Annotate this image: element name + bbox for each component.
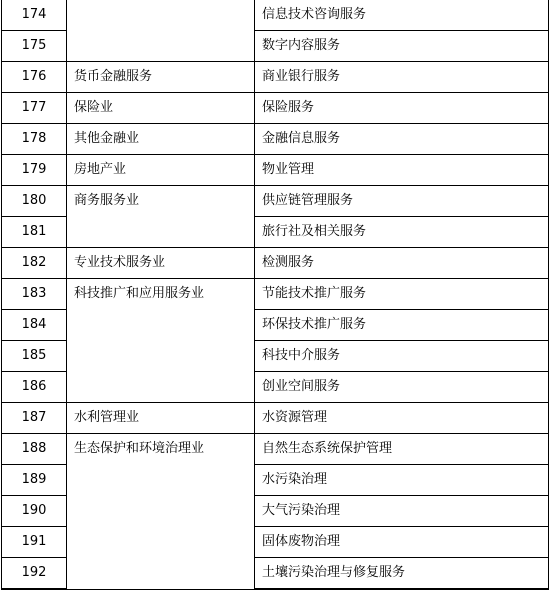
row-number: 185 <box>2 341 67 372</box>
row-number: 181 <box>2 217 67 248</box>
item-cell: 信息技术咨询服务 <box>255 0 549 31</box>
category-cell: 房地产业 <box>67 155 255 186</box>
item-cell: 水资源管理 <box>255 403 549 434</box>
item-cell: 大气污染治理 <box>255 496 549 527</box>
row-number: 187 <box>2 403 67 434</box>
item-cell: 金融信息服务 <box>255 124 549 155</box>
row-number: 179 <box>2 155 67 186</box>
row-number: 190 <box>2 496 67 527</box>
table-row <box>2 186 549 217</box>
row-number: 183 <box>2 279 67 310</box>
table-row <box>2 155 549 186</box>
item-cell: 环保技术推广服务 <box>255 310 549 341</box>
category-cell: 科技推广和应用服务业 <box>67 279 255 403</box>
item-cell: 数字内容服务 <box>255 31 549 62</box>
category-cell: 其他金融业 <box>67 124 255 155</box>
item-cell: 土壤污染治理与修复服务 <box>255 558 549 590</box>
table-row <box>2 434 549 465</box>
item-cell: 创业空间服务 <box>255 372 549 403</box>
category-cell: 保险业 <box>67 93 255 124</box>
row-number: 180 <box>2 186 67 217</box>
item-cell: 旅行社及相关服务 <box>255 217 549 248</box>
item-cell: 水污染治理 <box>255 465 549 496</box>
item-cell: 节能技术推广服务 <box>255 279 549 310</box>
table-row <box>2 403 549 434</box>
category-cell <box>67 0 255 62</box>
row-number: 178 <box>2 124 67 155</box>
row-number: 177 <box>2 93 67 124</box>
industry-table <box>1 0 549 590</box>
row-number: 182 <box>2 248 67 279</box>
category-cell: 专业技术服务业 <box>67 248 255 279</box>
row-number: 192 <box>2 558 67 590</box>
row-number: 188 <box>2 434 67 465</box>
row-number: 184 <box>2 310 67 341</box>
table-row <box>2 62 549 93</box>
item-cell: 商业银行服务 <box>255 62 549 93</box>
item-cell: 检测服务 <box>255 248 549 279</box>
category-cell: 水利管理业 <box>67 403 255 434</box>
row-number: 174 <box>2 0 67 31</box>
item-cell: 固体废物治理 <box>255 527 549 558</box>
row-number: 175 <box>2 31 67 62</box>
row-number: 176 <box>2 62 67 93</box>
category-cell: 商务服务业 <box>67 186 255 248</box>
table-row <box>2 279 549 310</box>
row-number: 186 <box>2 372 67 403</box>
table-row <box>2 248 549 279</box>
row-number: 191 <box>2 527 67 558</box>
table-row <box>2 0 549 31</box>
table-row <box>2 93 549 124</box>
row-number: 189 <box>2 465 67 496</box>
table-row <box>2 124 549 155</box>
category-cell: 生态保护和环境治理业 <box>67 434 255 590</box>
item-cell: 科技中介服务 <box>255 341 549 372</box>
item-cell: 供应链管理服务 <box>255 186 549 217</box>
item-cell: 物业管理 <box>255 155 549 186</box>
category-cell: 货币金融服务 <box>67 62 255 93</box>
item-cell: 自然生态系统保护管理 <box>255 434 549 465</box>
item-cell: 保险服务 <box>255 93 549 124</box>
